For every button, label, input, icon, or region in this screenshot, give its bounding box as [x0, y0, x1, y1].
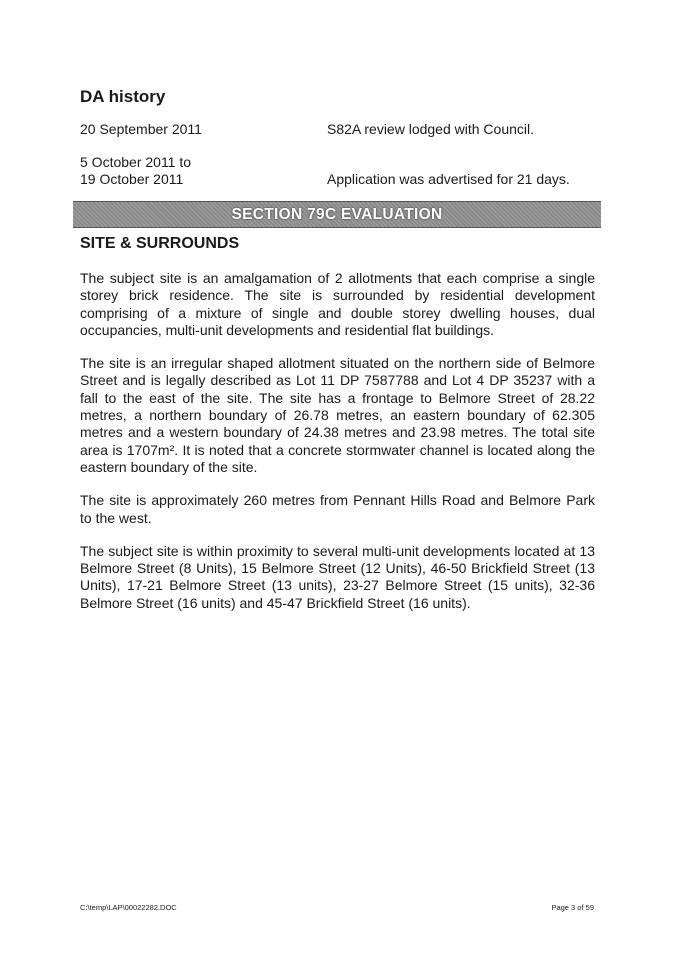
site-surrounds-heading: SITE & SURROUNDS	[80, 235, 240, 252]
history-date: 20 September 2011	[80, 121, 202, 137]
history-row	[80, 154, 600, 188]
history-row	[80, 121, 600, 138]
paragraph: The subject site is within proximity to several multi-unit developments located at 13 Belmore Street (8 Units), 15 Belmore Street (12 Units), 46-50 Brickfield Street (13 Units), 17-21 Belmore Street (13 units), 23-27 Belmore Street (15 units), 32-36 Belmore Street (16 units) and 45-47 Brickfield Street (16 units).	[80, 542, 595, 611]
footer-page-number: Page 3 of 59	[551, 903, 594, 912]
section-banner-title: SECTION 79C EVALUATION	[231, 205, 443, 223]
paragraph: The subject site is an amalgamation of 2 allotments that each comprise a single storey brick residence. The site is surrounded by residential development comprising of a mixture of single and double storey dwelling houses, dual occupancies, multi-unit developments and residential flat buildings.	[80, 270, 595, 338]
paragraph: The site is an irregular shaped allotment situated on the northern side of Belmore Street and is legally described as Lot 11 DP 7587788 and Lot 4 DP 35237 with a fall to the east of the site. The site has a frontage to Belmore Street of 28.22 metres, a northern boundary of 26.78 metres, an eastern boundary of 62.305 metres and a western boundary of 24.38 metres and 23.98 metres. The total site area is 1707m². It is noted that a concrete stormwater channel is located along the eastern boundary of the site.	[80, 355, 595, 475]
footer-file-path: C:\temp\LAP\00022282.DOC	[80, 903, 177, 912]
paragraph: The site is approximately 260 metres from Pennant Hills Road and Belmore Park to the west.	[80, 492, 595, 526]
da-history-heading: DA history	[80, 87, 166, 106]
history-date: 5 October 2011 to 19 October 2011	[80, 154, 192, 187]
da-history-table	[80, 121, 600, 188]
site-surrounds-body	[80, 270, 595, 628]
history-event: S82A review lodged with Council.	[327, 121, 535, 137]
section-banner	[73, 201, 601, 228]
history-event: Application was advertised for 21 days.	[327, 171, 570, 187]
